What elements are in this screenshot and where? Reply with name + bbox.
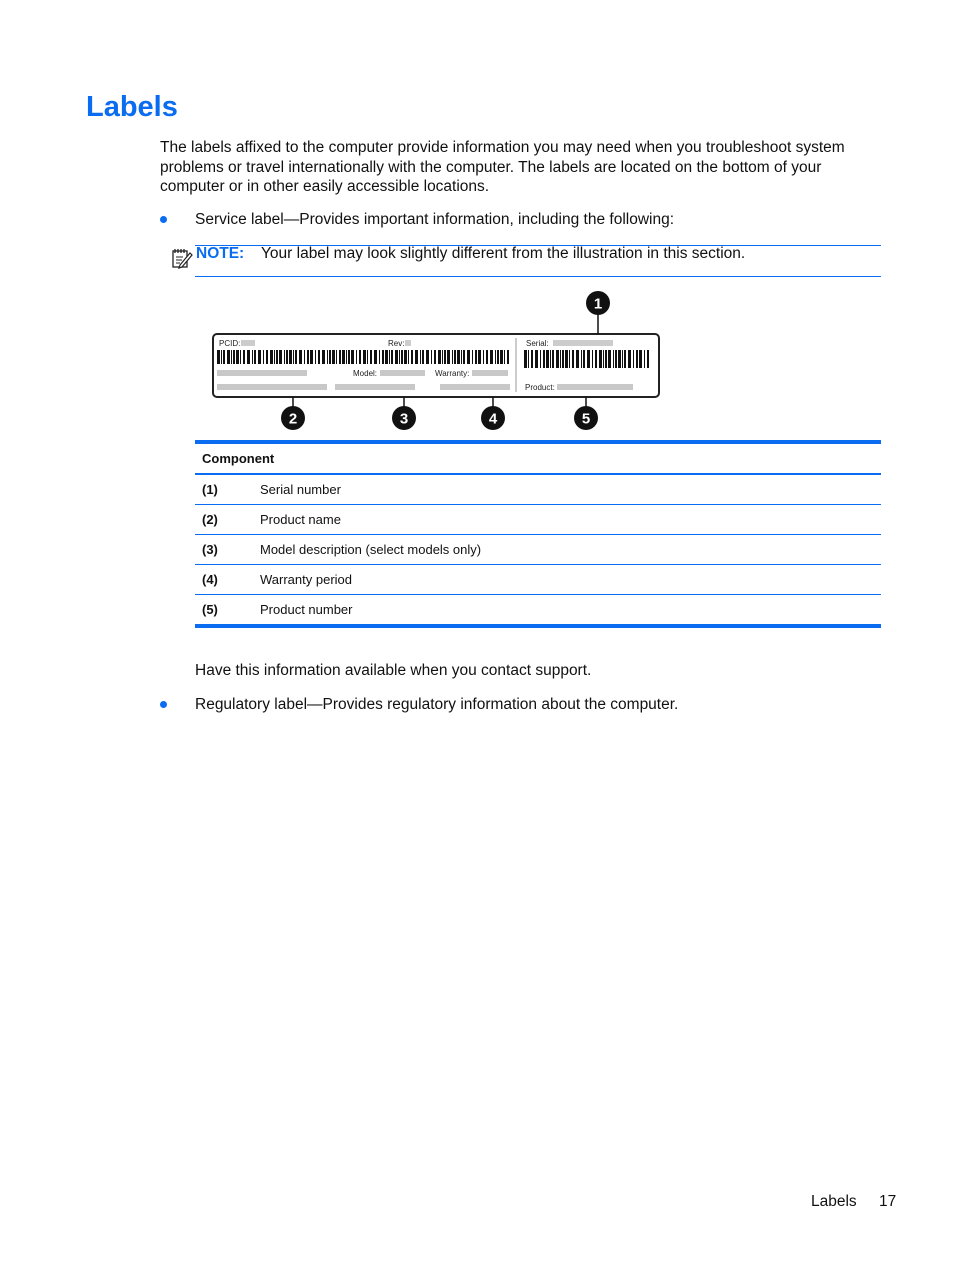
row-number: (3) (202, 542, 218, 557)
svg-text:4: 4 (488, 410, 498, 428)
table-row (195, 535, 881, 565)
footer-page-number: 17 (879, 1193, 897, 1210)
label-field-pcid: PCID: (219, 339, 241, 348)
label-field-model: Model: (353, 369, 378, 378)
svg-text:2: 2 (288, 410, 298, 428)
row-description: Product name (260, 512, 341, 527)
svg-text:1: 1 (593, 295, 603, 313)
intro-paragraph: The labels affixed to the computer provide information you may need when you troubleshoot system problems or travel internationally with the computer. The labels are located on the bottom of your computer or in other easily accessible locations. (160, 139, 845, 195)
row-number: (5) (202, 602, 218, 617)
table-row (195, 595, 881, 624)
support-info-text: Have this information available when you contact support. (195, 662, 592, 679)
table-header: Component (195, 444, 881, 475)
component-table (195, 440, 881, 628)
callout-4 (481, 406, 505, 430)
bullet-dot-icon (160, 701, 167, 708)
callout-5 (574, 406, 598, 430)
label-field-serial: Serial: (526, 339, 549, 348)
label-field-rev: Rev: (388, 339, 405, 348)
label-field-product: Product: (525, 383, 555, 392)
row-description: Model description (select models only) (260, 542, 482, 557)
bullet-text: Service label—Provides important information, including the following: (195, 211, 675, 228)
row-number: (2) (202, 512, 218, 527)
table-row (195, 565, 881, 595)
note-text: Your label may look slightly different from the illustration in this section. (261, 245, 746, 262)
callout-2 (281, 406, 305, 430)
note-label: NOTE: (196, 245, 245, 262)
bullet-text: Regulatory label—Provides regulatory information about the computer. (195, 696, 679, 713)
table-row (195, 475, 881, 505)
row-number: (1) (202, 482, 218, 497)
label-field-warranty: Warranty: (435, 369, 470, 378)
page-title: Labels (86, 91, 178, 123)
callout-1 (586, 291, 610, 315)
row-description: Warranty period (260, 572, 352, 587)
row-description: Product number (260, 602, 353, 617)
bullet-dot-icon (160, 216, 167, 223)
row-description: Serial number (260, 482, 341, 497)
footer-section-title: Labels (811, 1193, 857, 1210)
svg-text:3: 3 (399, 410, 409, 428)
note-icon (171, 247, 193, 269)
svg-text:5: 5 (581, 410, 591, 428)
service-label-illustration (205, 284, 675, 434)
table-row (195, 505, 881, 535)
row-number: (4) (202, 572, 218, 587)
callout-3 (392, 406, 416, 430)
